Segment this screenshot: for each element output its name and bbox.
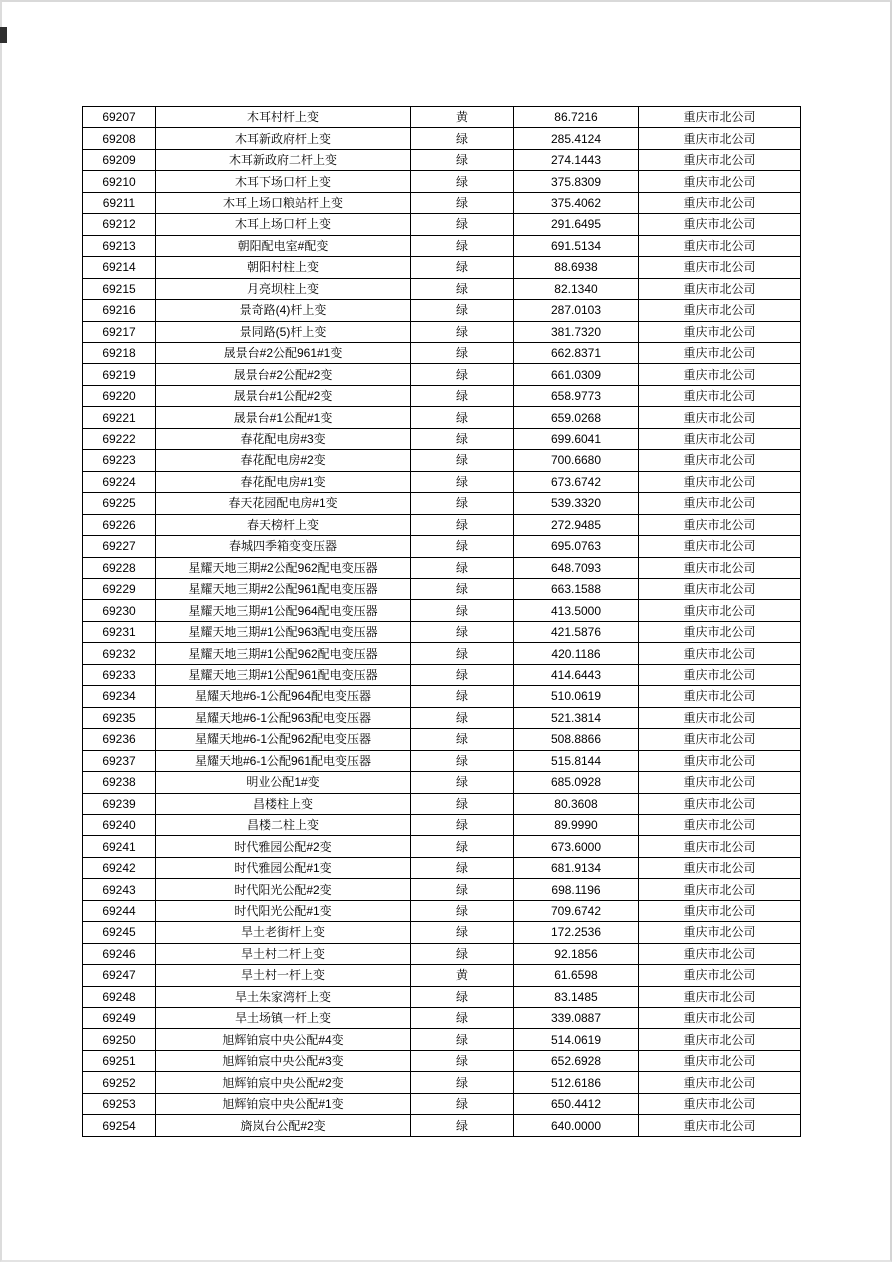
cell-id: 69232 bbox=[83, 643, 156, 664]
cell-name: 春城四季箱变变压器 bbox=[156, 536, 411, 557]
cell-id: 69209 bbox=[83, 149, 156, 170]
cell-value: 673.6000 bbox=[514, 836, 639, 857]
cell-value: 673.6742 bbox=[514, 471, 639, 492]
cell-status: 绿 bbox=[411, 514, 514, 535]
table-row bbox=[83, 321, 801, 342]
cell-value: 291.6495 bbox=[514, 214, 639, 235]
cell-name: 旭辉铂宸中央公配#1变 bbox=[156, 1093, 411, 1114]
cell-status: 绿 bbox=[411, 1050, 514, 1071]
cell-id: 69215 bbox=[83, 278, 156, 299]
cell-company: 重庆市北公司 bbox=[639, 664, 801, 685]
cell-id: 69247 bbox=[83, 965, 156, 986]
cell-id: 69241 bbox=[83, 836, 156, 857]
cell-status: 绿 bbox=[411, 857, 514, 878]
cell-name: 星耀天地#6-1公配963配电变压器 bbox=[156, 707, 411, 728]
cell-company: 重庆市北公司 bbox=[639, 149, 801, 170]
cell-id: 69250 bbox=[83, 1029, 156, 1050]
cell-company: 重庆市北公司 bbox=[639, 707, 801, 728]
cell-value: 698.1196 bbox=[514, 879, 639, 900]
cell-name: 旱土村二杆上变 bbox=[156, 943, 411, 964]
cell-company: 重庆市北公司 bbox=[639, 857, 801, 878]
cell-value: 515.8144 bbox=[514, 750, 639, 771]
cell-value: 662.8371 bbox=[514, 342, 639, 363]
cell-company: 重庆市北公司 bbox=[639, 278, 801, 299]
cell-value: 88.6938 bbox=[514, 257, 639, 278]
cell-name: 旖岚台公配#2变 bbox=[156, 1115, 411, 1136]
table-row bbox=[83, 493, 801, 514]
cell-company: 重庆市北公司 bbox=[639, 471, 801, 492]
cell-name: 星耀天地三期#1公配961配电变压器 bbox=[156, 664, 411, 685]
cell-name: 时代雅园公配#1变 bbox=[156, 857, 411, 878]
cell-value: 61.6598 bbox=[514, 965, 639, 986]
cell-value: 414.6443 bbox=[514, 664, 639, 685]
cell-id: 69239 bbox=[83, 793, 156, 814]
cell-name: 旱土村一杆上变 bbox=[156, 965, 411, 986]
cell-id: 69230 bbox=[83, 600, 156, 621]
table-row bbox=[83, 836, 801, 857]
cell-value: 92.1856 bbox=[514, 943, 639, 964]
cell-status: 绿 bbox=[411, 192, 514, 213]
table-row bbox=[83, 922, 801, 943]
cell-status: 绿 bbox=[411, 407, 514, 428]
cell-value: 691.5134 bbox=[514, 235, 639, 256]
cell-company: 重庆市北公司 bbox=[639, 171, 801, 192]
cell-name: 昌楼二柱上变 bbox=[156, 814, 411, 835]
table-row bbox=[83, 1050, 801, 1071]
cell-value: 420.1186 bbox=[514, 643, 639, 664]
cell-status: 绿 bbox=[411, 686, 514, 707]
cell-company: 重庆市北公司 bbox=[639, 192, 801, 213]
cell-id: 69254 bbox=[83, 1115, 156, 1136]
cell-company: 重庆市北公司 bbox=[639, 107, 801, 128]
cell-value: 375.8309 bbox=[514, 171, 639, 192]
cell-status: 绿 bbox=[411, 321, 514, 342]
cell-company: 重庆市北公司 bbox=[639, 450, 801, 471]
cell-id: 69221 bbox=[83, 407, 156, 428]
cell-value: 421.5876 bbox=[514, 621, 639, 642]
cell-id: 69227 bbox=[83, 536, 156, 557]
cell-id: 69237 bbox=[83, 750, 156, 771]
cell-status: 绿 bbox=[411, 450, 514, 471]
cell-value: 413.5000 bbox=[514, 600, 639, 621]
cell-status: 绿 bbox=[411, 235, 514, 256]
cell-company: 重庆市北公司 bbox=[639, 621, 801, 642]
cell-name: 晟景台#1公配#2变 bbox=[156, 385, 411, 406]
cell-id: 69253 bbox=[83, 1093, 156, 1114]
table-body bbox=[83, 107, 801, 1137]
cell-value: 658.9773 bbox=[514, 385, 639, 406]
cell-id: 69251 bbox=[83, 1050, 156, 1071]
cell-company: 重庆市北公司 bbox=[639, 1115, 801, 1136]
page-edge-mark bbox=[0, 27, 7, 43]
cell-status: 绿 bbox=[411, 536, 514, 557]
cell-company: 重庆市北公司 bbox=[639, 1072, 801, 1093]
cell-name: 春花配电房#3变 bbox=[156, 428, 411, 449]
table-row bbox=[83, 428, 801, 449]
cell-name: 旱土场镇一杆上变 bbox=[156, 1008, 411, 1029]
table-row bbox=[83, 536, 801, 557]
table-row bbox=[83, 965, 801, 986]
cell-name: 春天花园配电房#1变 bbox=[156, 493, 411, 514]
table-row bbox=[83, 235, 801, 256]
cell-id: 69217 bbox=[83, 321, 156, 342]
cell-id: 69246 bbox=[83, 943, 156, 964]
table-row bbox=[83, 750, 801, 771]
cell-value: 512.6186 bbox=[514, 1072, 639, 1093]
cell-id: 69207 bbox=[83, 107, 156, 128]
table-row bbox=[83, 707, 801, 728]
cell-status: 绿 bbox=[411, 171, 514, 192]
cell-name: 旭辉铂宸中央公配#4变 bbox=[156, 1029, 411, 1050]
cell-id: 69240 bbox=[83, 814, 156, 835]
cell-value: 640.0000 bbox=[514, 1115, 639, 1136]
table-row bbox=[83, 128, 801, 149]
cell-name: 景同路(5)杆上变 bbox=[156, 321, 411, 342]
cell-company: 重庆市北公司 bbox=[639, 686, 801, 707]
cell-value: 681.9134 bbox=[514, 857, 639, 878]
cell-name: 旭辉铂宸中央公配#2变 bbox=[156, 1072, 411, 1093]
cell-company: 重庆市北公司 bbox=[639, 1050, 801, 1071]
cell-id: 69213 bbox=[83, 235, 156, 256]
table-row bbox=[83, 879, 801, 900]
table-row bbox=[83, 621, 801, 642]
cell-id: 69223 bbox=[83, 450, 156, 471]
table-row bbox=[83, 793, 801, 814]
cell-name: 朝阳配电室#配变 bbox=[156, 235, 411, 256]
cell-name: 旭辉铂宸中央公配#3变 bbox=[156, 1050, 411, 1071]
cell-company: 重庆市北公司 bbox=[639, 1029, 801, 1050]
cell-name: 时代阳光公配#2变 bbox=[156, 879, 411, 900]
cell-id: 69225 bbox=[83, 493, 156, 514]
cell-company: 重庆市北公司 bbox=[639, 536, 801, 557]
cell-status: 绿 bbox=[411, 922, 514, 943]
cell-company: 重庆市北公司 bbox=[639, 128, 801, 149]
table-row bbox=[83, 149, 801, 170]
cell-id: 69214 bbox=[83, 257, 156, 278]
cell-status: 绿 bbox=[411, 729, 514, 750]
cell-value: 695.0763 bbox=[514, 536, 639, 557]
cell-company: 重庆市北公司 bbox=[639, 1008, 801, 1029]
cell-status: 绿 bbox=[411, 385, 514, 406]
table-row bbox=[83, 450, 801, 471]
cell-id: 69243 bbox=[83, 879, 156, 900]
table-row bbox=[83, 686, 801, 707]
cell-company: 重庆市北公司 bbox=[639, 750, 801, 771]
table-row bbox=[83, 300, 801, 321]
cell-value: 510.0619 bbox=[514, 686, 639, 707]
cell-company: 重庆市北公司 bbox=[639, 428, 801, 449]
cell-value: 89.9990 bbox=[514, 814, 639, 835]
cell-id: 69222 bbox=[83, 428, 156, 449]
cell-value: 539.3320 bbox=[514, 493, 639, 514]
cell-company: 重庆市北公司 bbox=[639, 900, 801, 921]
cell-status: 绿 bbox=[411, 578, 514, 599]
cell-status: 绿 bbox=[411, 621, 514, 642]
cell-status: 绿 bbox=[411, 900, 514, 921]
cell-id: 69244 bbox=[83, 900, 156, 921]
cell-value: 521.3814 bbox=[514, 707, 639, 728]
cell-status: 绿 bbox=[411, 149, 514, 170]
table-row bbox=[83, 1029, 801, 1050]
cell-status: 绿 bbox=[411, 557, 514, 578]
cell-id: 69219 bbox=[83, 364, 156, 385]
cell-company: 重庆市北公司 bbox=[639, 557, 801, 578]
cell-company: 重庆市北公司 bbox=[639, 493, 801, 514]
table-row bbox=[83, 342, 801, 363]
cell-value: 709.6742 bbox=[514, 900, 639, 921]
cell-name: 星耀天地三期#1公配963配电变压器 bbox=[156, 621, 411, 642]
cell-id: 69238 bbox=[83, 772, 156, 793]
cell-value: 514.0619 bbox=[514, 1029, 639, 1050]
cell-name: 景奇路(4)杆上变 bbox=[156, 300, 411, 321]
cell-id: 69226 bbox=[83, 514, 156, 535]
cell-value: 381.7320 bbox=[514, 321, 639, 342]
cell-name: 晟景台#1公配#1变 bbox=[156, 407, 411, 428]
cell-status: 绿 bbox=[411, 257, 514, 278]
table-row bbox=[83, 471, 801, 492]
table-row bbox=[83, 1115, 801, 1136]
cell-name: 昌楼柱上变 bbox=[156, 793, 411, 814]
cell-value: 700.6680 bbox=[514, 450, 639, 471]
cell-company: 重庆市北公司 bbox=[639, 943, 801, 964]
cell-name: 时代阳光公配#1变 bbox=[156, 900, 411, 921]
cell-id: 69234 bbox=[83, 686, 156, 707]
cell-name: 木耳新政府杆上变 bbox=[156, 128, 411, 149]
cell-id: 69245 bbox=[83, 922, 156, 943]
cell-status: 绿 bbox=[411, 986, 514, 1007]
cell-status: 黄 bbox=[411, 965, 514, 986]
table-row bbox=[83, 1008, 801, 1029]
cell-value: 650.4412 bbox=[514, 1093, 639, 1114]
cell-name: 春花配电房#2变 bbox=[156, 450, 411, 471]
cell-status: 绿 bbox=[411, 836, 514, 857]
cell-company: 重庆市北公司 bbox=[639, 643, 801, 664]
cell-company: 重庆市北公司 bbox=[639, 235, 801, 256]
cell-status: 绿 bbox=[411, 428, 514, 449]
cell-name: 星耀天地三期#2公配962配电变压器 bbox=[156, 557, 411, 578]
cell-name: 晟景台#2公配961#1变 bbox=[156, 342, 411, 363]
cell-id: 69242 bbox=[83, 857, 156, 878]
table-row bbox=[83, 664, 801, 685]
cell-value: 83.1485 bbox=[514, 986, 639, 1007]
cell-company: 重庆市北公司 bbox=[639, 879, 801, 900]
cell-name: 晟景台#2公配#2变 bbox=[156, 364, 411, 385]
cell-status: 绿 bbox=[411, 471, 514, 492]
cell-status: 绿 bbox=[411, 214, 514, 235]
cell-company: 重庆市北公司 bbox=[639, 1093, 801, 1114]
table-row bbox=[83, 578, 801, 599]
cell-value: 80.3608 bbox=[514, 793, 639, 814]
cell-id: 69236 bbox=[83, 729, 156, 750]
cell-name: 春花配电房#1变 bbox=[156, 471, 411, 492]
cell-name: 星耀天地三期#1公配964配电变压器 bbox=[156, 600, 411, 621]
transformer-table bbox=[82, 106, 801, 1137]
table-row bbox=[83, 986, 801, 1007]
cell-name: 星耀天地#6-1公配964配电变压器 bbox=[156, 686, 411, 707]
cell-value: 272.9485 bbox=[514, 514, 639, 535]
cell-id: 69224 bbox=[83, 471, 156, 492]
table-row bbox=[83, 643, 801, 664]
table-row bbox=[83, 729, 801, 750]
cell-company: 重庆市北公司 bbox=[639, 514, 801, 535]
cell-status: 绿 bbox=[411, 1093, 514, 1114]
table-row bbox=[83, 407, 801, 428]
table-row bbox=[83, 107, 801, 128]
cell-company: 重庆市北公司 bbox=[639, 257, 801, 278]
cell-value: 375.4062 bbox=[514, 192, 639, 213]
cell-name: 星耀天地#6-1公配961配电变压器 bbox=[156, 750, 411, 771]
table-row bbox=[83, 557, 801, 578]
cell-name: 明业公配1#变 bbox=[156, 772, 411, 793]
cell-value: 339.0887 bbox=[514, 1008, 639, 1029]
table-row bbox=[83, 857, 801, 878]
cell-status: 绿 bbox=[411, 128, 514, 149]
cell-company: 重庆市北公司 bbox=[639, 578, 801, 599]
table-row bbox=[83, 1093, 801, 1114]
cell-company: 重庆市北公司 bbox=[639, 407, 801, 428]
cell-company: 重庆市北公司 bbox=[639, 922, 801, 943]
table-row bbox=[83, 171, 801, 192]
cell-status: 绿 bbox=[411, 600, 514, 621]
cell-id: 69252 bbox=[83, 1072, 156, 1093]
cell-id: 69249 bbox=[83, 1008, 156, 1029]
cell-value: 274.1443 bbox=[514, 149, 639, 170]
cell-value: 285.4124 bbox=[514, 128, 639, 149]
cell-name: 时代雅园公配#2变 bbox=[156, 836, 411, 857]
cell-value: 86.7216 bbox=[514, 107, 639, 128]
cell-status: 绿 bbox=[411, 278, 514, 299]
cell-name: 星耀天地三期#2公配961配电变压器 bbox=[156, 578, 411, 599]
cell-status: 绿 bbox=[411, 664, 514, 685]
cell-id: 69248 bbox=[83, 986, 156, 1007]
cell-name: 木耳新政府二杆上变 bbox=[156, 149, 411, 170]
cell-name: 春天榜杆上变 bbox=[156, 514, 411, 535]
cell-company: 重庆市北公司 bbox=[639, 321, 801, 342]
cell-status: 绿 bbox=[411, 342, 514, 363]
table-row bbox=[83, 814, 801, 835]
cell-status: 绿 bbox=[411, 1029, 514, 1050]
cell-status: 绿 bbox=[411, 750, 514, 771]
cell-name: 星耀天地三期#1公配962配电变压器 bbox=[156, 643, 411, 664]
cell-status: 绿 bbox=[411, 1008, 514, 1029]
cell-id: 69233 bbox=[83, 664, 156, 685]
cell-name: 旱土朱家湾杆上变 bbox=[156, 986, 411, 1007]
table-row bbox=[83, 1072, 801, 1093]
cell-status: 黄 bbox=[411, 107, 514, 128]
table-row bbox=[83, 192, 801, 213]
cell-company: 重庆市北公司 bbox=[639, 793, 801, 814]
cell-id: 69218 bbox=[83, 342, 156, 363]
cell-id: 69216 bbox=[83, 300, 156, 321]
cell-status: 绿 bbox=[411, 814, 514, 835]
cell-company: 重庆市北公司 bbox=[639, 814, 801, 835]
cell-status: 绿 bbox=[411, 300, 514, 321]
cell-name: 木耳下场口杆上变 bbox=[156, 171, 411, 192]
cell-value: 659.0268 bbox=[514, 407, 639, 428]
cell-company: 重庆市北公司 bbox=[639, 300, 801, 321]
cell-status: 绿 bbox=[411, 772, 514, 793]
cell-value: 685.0928 bbox=[514, 772, 639, 793]
cell-status: 绿 bbox=[411, 493, 514, 514]
cell-value: 287.0103 bbox=[514, 300, 639, 321]
cell-company: 重庆市北公司 bbox=[639, 729, 801, 750]
cell-status: 绿 bbox=[411, 793, 514, 814]
cell-company: 重庆市北公司 bbox=[639, 772, 801, 793]
cell-name: 月亮坝柱上变 bbox=[156, 278, 411, 299]
table-row bbox=[83, 900, 801, 921]
cell-company: 重庆市北公司 bbox=[639, 965, 801, 986]
cell-company: 重庆市北公司 bbox=[639, 986, 801, 1007]
table-row bbox=[83, 278, 801, 299]
cell-id: 69220 bbox=[83, 385, 156, 406]
cell-value: 508.8866 bbox=[514, 729, 639, 750]
cell-id: 69231 bbox=[83, 621, 156, 642]
cell-name: 木耳上场口杆上变 bbox=[156, 214, 411, 235]
cell-value: 661.0309 bbox=[514, 364, 639, 385]
cell-name: 星耀天地#6-1公配962配电变压器 bbox=[156, 729, 411, 750]
table-row bbox=[83, 385, 801, 406]
table-row bbox=[83, 514, 801, 535]
cell-id: 69212 bbox=[83, 214, 156, 235]
cell-status: 绿 bbox=[411, 364, 514, 385]
cell-value: 663.1588 bbox=[514, 578, 639, 599]
cell-id: 69210 bbox=[83, 171, 156, 192]
cell-company: 重庆市北公司 bbox=[639, 600, 801, 621]
cell-name: 木耳上场口粮站杆上变 bbox=[156, 192, 411, 213]
cell-status: 绿 bbox=[411, 1115, 514, 1136]
cell-status: 绿 bbox=[411, 1072, 514, 1093]
table-row bbox=[83, 257, 801, 278]
cell-name: 木耳村杆上变 bbox=[156, 107, 411, 128]
cell-company: 重庆市北公司 bbox=[639, 214, 801, 235]
cell-status: 绿 bbox=[411, 879, 514, 900]
table-row bbox=[83, 943, 801, 964]
table-row bbox=[83, 772, 801, 793]
cell-company: 重庆市北公司 bbox=[639, 342, 801, 363]
cell-status: 绿 bbox=[411, 643, 514, 664]
cell-company: 重庆市北公司 bbox=[639, 364, 801, 385]
cell-company: 重庆市北公司 bbox=[639, 836, 801, 857]
cell-id: 69228 bbox=[83, 557, 156, 578]
cell-id: 69235 bbox=[83, 707, 156, 728]
table-row bbox=[83, 214, 801, 235]
table-row bbox=[83, 600, 801, 621]
cell-id: 69229 bbox=[83, 578, 156, 599]
cell-status: 绿 bbox=[411, 943, 514, 964]
cell-company: 重庆市北公司 bbox=[639, 385, 801, 406]
cell-value: 648.7093 bbox=[514, 557, 639, 578]
cell-name: 旱土老街杆上变 bbox=[156, 922, 411, 943]
cell-id: 69211 bbox=[83, 192, 156, 213]
table-row bbox=[83, 364, 801, 385]
cell-name: 朝阳村柱上变 bbox=[156, 257, 411, 278]
cell-value: 82.1340 bbox=[514, 278, 639, 299]
cell-value: 699.6041 bbox=[514, 428, 639, 449]
cell-value: 172.2536 bbox=[514, 922, 639, 943]
cell-id: 69208 bbox=[83, 128, 156, 149]
cell-value: 652.6928 bbox=[514, 1050, 639, 1071]
cell-status: 绿 bbox=[411, 707, 514, 728]
